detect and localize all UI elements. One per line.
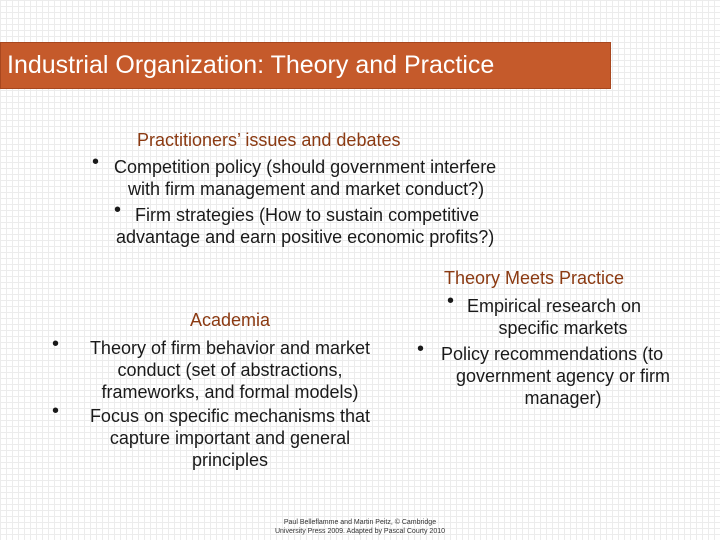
slide-title: Industrial Organization: Theory and Practice xyxy=(7,51,495,79)
bullet-icon: • xyxy=(52,400,60,422)
academia-item2-line2: capture important and general xyxy=(109,428,351,448)
bullet-icon: • xyxy=(447,290,455,312)
practice-heading: Theory Meets Practice xyxy=(443,268,625,288)
academia-item1-line3: frameworks, and formal models) xyxy=(101,382,359,402)
academia-item1-line1: Theory of firm behavior and market xyxy=(89,338,371,358)
bullet-icon: • xyxy=(417,338,425,360)
practice-item2-line3: manager) xyxy=(524,388,602,408)
academia-item2-line1: Focus on specific mechanisms that xyxy=(89,406,371,426)
title-bar xyxy=(0,42,611,89)
practitioners-item2-line2: advantage and earn positive economic profits?) xyxy=(116,227,495,247)
bullet-icon: • xyxy=(52,333,60,355)
bullet-icon: • xyxy=(92,151,100,173)
academia-item1-line2: conduct (set of abstractions, xyxy=(117,360,343,380)
practice-item1-line1: Empirical research on xyxy=(467,296,642,316)
practice-item2-line1: Policy recommendations (to xyxy=(441,344,664,364)
practice-item1-line2: specific markets xyxy=(498,318,628,338)
footnote-line2: University Press 2009. Adapted by Pascal Courty 2010 xyxy=(274,528,446,535)
footnote xyxy=(240,518,480,536)
academia-heading: Academia xyxy=(189,310,271,330)
bullet-icon: • xyxy=(114,199,122,221)
practice-item2-line2: government agency or firm xyxy=(455,366,671,386)
practitioners-heading: Practitioners’ issues and debates xyxy=(137,130,401,150)
practitioners-item1-line2: with firm management and market conduct?) xyxy=(128,179,485,199)
footnote-line1: Paul Belleflamme and Martin Peitz, © Cambridge xyxy=(283,519,437,526)
practitioners-item2-line1: Firm strategies (How to sustain competitive xyxy=(135,205,480,225)
practitioners-item1-line1: Competition policy (should government interfere xyxy=(114,157,497,177)
academia-item2-line3: principles xyxy=(191,450,269,470)
